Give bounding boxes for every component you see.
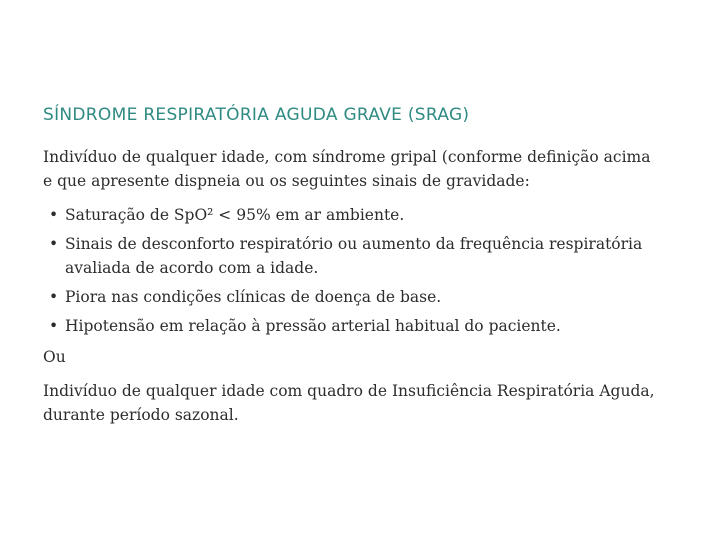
intro-line: Indivíduo de qualquer idade, com síndrome gripal (conforme definição acima bbox=[43, 148, 651, 166]
list-item-text: Piora nas condições clínicas de doença de base. bbox=[65, 288, 442, 306]
closing-line: Indivíduo de qualquer idade com quadro de Insuficiência Respiratória Aguda, bbox=[43, 382, 655, 400]
intro-line: e que apresente dispneia ou os seguintes sinais de gravidade: bbox=[43, 172, 530, 190]
closing-line: durante período sazonal. bbox=[43, 406, 239, 424]
separator-text: Ou bbox=[43, 348, 66, 366]
list-item-text: Hipotensão em relação à pressão arterial habitual do paciente. bbox=[65, 317, 561, 335]
list-item bbox=[43, 232, 683, 280]
section-heading: SÍNDROME RESPIRATÓRIA AGUDA GRAVE (SRAG) bbox=[43, 105, 470, 125]
list-item bbox=[43, 314, 683, 338]
bullet-icon: • bbox=[49, 235, 59, 253]
list-item bbox=[43, 203, 683, 227]
intro-paragraph bbox=[43, 145, 683, 193]
list-item-text: Saturação de SpO² < 95% em ar ambiente. bbox=[65, 206, 405, 224]
list-item-text: avaliada de acordo com a idade. bbox=[65, 259, 319, 277]
closing-paragraph bbox=[43, 379, 683, 427]
list-item-text: Sinais de desconforto respiratório ou aumento da frequência respiratória bbox=[65, 235, 643, 253]
bullet-icon: • bbox=[49, 317, 59, 335]
bullet-icon: • bbox=[49, 206, 59, 224]
bullet-icon: • bbox=[49, 288, 59, 306]
severity-signs-list bbox=[43, 203, 683, 343]
list-item bbox=[43, 285, 683, 309]
